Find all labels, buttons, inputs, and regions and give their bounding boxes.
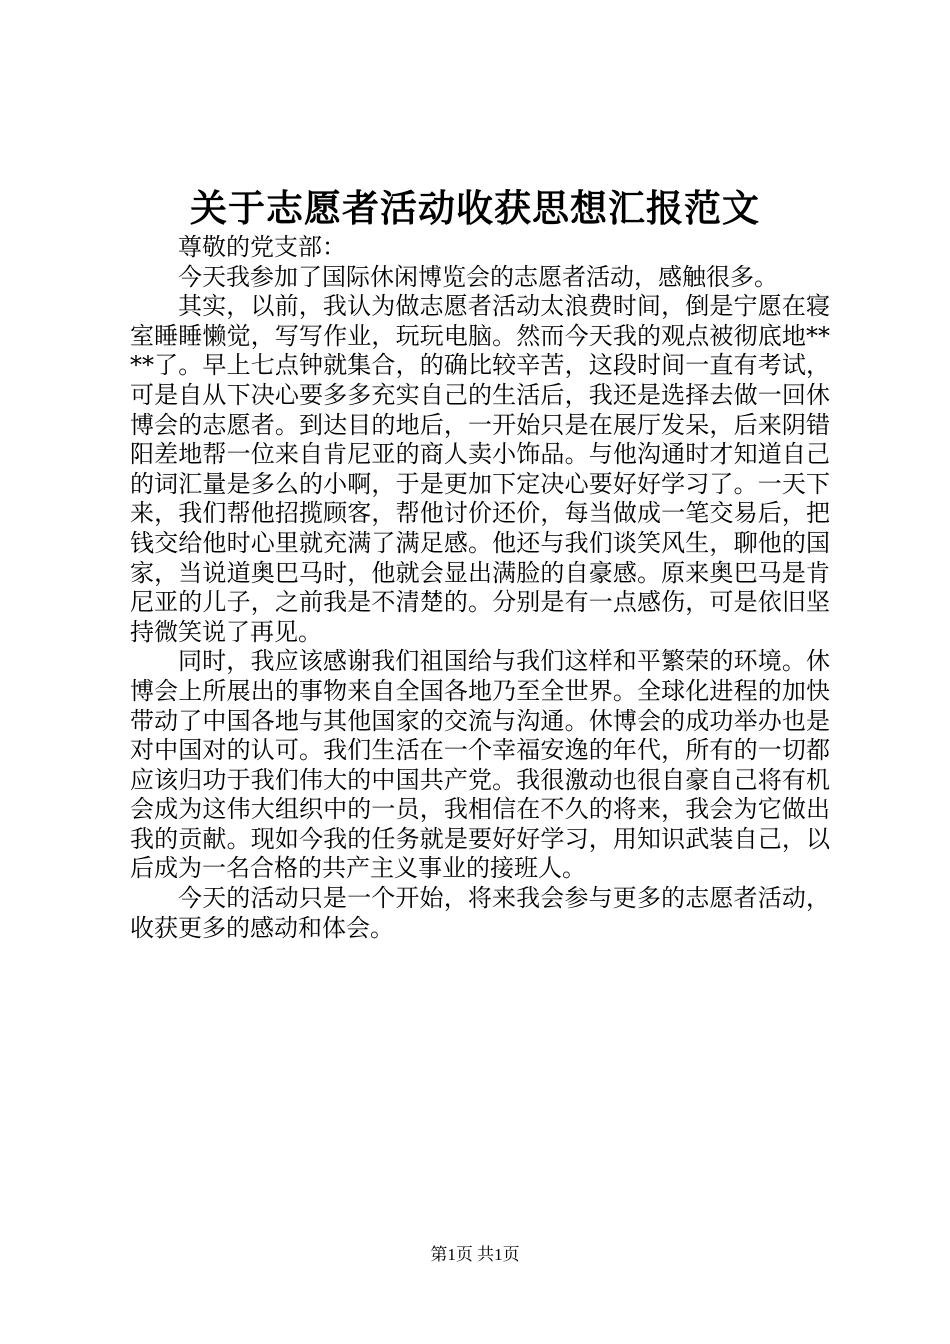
salutation: 尊敬的党支部：	[178, 233, 346, 261]
document-body	[130, 233, 830, 943]
body-paragraph: 其实，以前，我认为做志愿者活动太浪费时间，倒是宁愿在寝室睡睡懒觉，写写作业，玩玩电脑。然而今天我的观点被彻底地****了。早上七点钟就集合，的确比较辛苦，这段时间一直有考试，可是自从下决心要多多充实自己的生活后，我还是选择去做一回休博会的志愿者。到达目的地后，一开始只是在展厅发呆，后来阴错阳差地帮一位来自肯尼亚的商人卖小饰品。与他沟通时才知道自己的词汇量是多么的小啊，于是更加下定决心要好好学习了。一天下来，我们帮他招揽顾客，帮他讨价还价，每当做成一笔交易后，把钱交给他时心里就充满了满足感。他还与我们谈笑风生，聊他的国家，当说道奥巴马时，他就会显出满脸的自豪感。原来奥巴马是肯尼亚的儿子，之前我是不清楚的。分别是有一点感伤，可是依旧坚持微笑说了再见。	[130, 292, 830, 646]
document-title: 关于志愿者活动收获思想汇报范文	[190, 186, 760, 230]
page-number: 第1页 共1页	[430, 1245, 520, 1264]
body-paragraph: 今天我参加了国际休闲博览会的志愿者活动，感触很多。	[178, 262, 778, 291]
body-paragraph: 同时，我应该感谢我们祖国给与我们这样和平繁荣的环境。休博会上所展出的事物来自全国各地乃至全世界。全球化进程的加快带动了中国各地与其他国家的交流与沟通。休博会的成功举办也是对中国对的认可。我们生活在一个幸福安逸的年代，所有的一切都应该归功于我们伟大的中国共产党。我很激动也很自豪自己将有机会成为这伟大组织中的一员，我相信在不久的将来，我会为它做出我的贡献。现如今我的任务就是要好好学习，用知识武装自己，以后成为一名合格的共产主义事业的接班人。	[130, 647, 830, 883]
body-paragraph: 今天的活动只是一个开始，将来我会参与更多的志愿者活动，收获更多的感动和体会。	[130, 884, 830, 942]
